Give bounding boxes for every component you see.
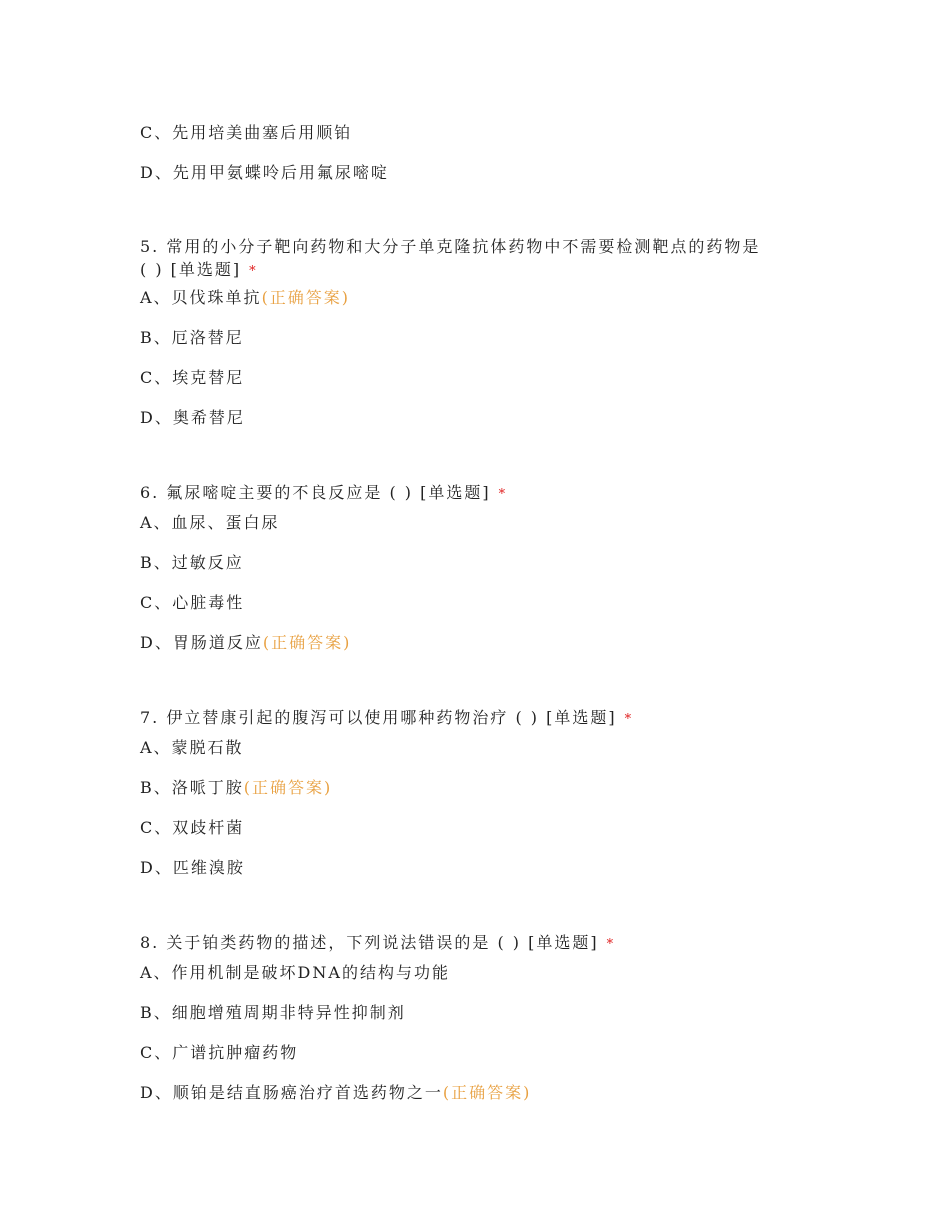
- question-7-option-b: [140, 777, 332, 799]
- option-text: D、奥希替尼: [140, 408, 245, 427]
- question-text: 6. 氟尿嘧啶主要的不良反应是 ( ) [单选题]: [140, 483, 491, 502]
- question-6-option-a: [140, 512, 280, 534]
- option-text: C、广谱抗肿瘤药物: [140, 1043, 299, 1062]
- question-6-option-c: [140, 592, 244, 614]
- option-text: B、过敏反应: [140, 553, 244, 572]
- option-text: A、贝伐珠单抗: [140, 288, 262, 307]
- correct-answer-label: (正确答案): [442, 1083, 532, 1102]
- option-text: A、血尿、蛋白尿: [140, 513, 280, 532]
- option-c: [140, 122, 352, 144]
- correct-answer-label: (正确答案): [243, 778, 333, 797]
- question-5-option-b: [140, 327, 244, 349]
- option-text: B、细胞增殖周期非特异性抑制剂: [140, 1003, 406, 1022]
- correct-answer-label: (正确答案): [261, 288, 351, 307]
- question-5-option-c: [140, 367, 244, 389]
- question-8-option-a: [140, 962, 450, 984]
- option-text: D、匹维溴胺: [140, 858, 245, 877]
- option-text: D、顺铂是结直肠癌治疗首选药物之一: [140, 1083, 443, 1102]
- required-mark: *: [249, 264, 258, 279]
- option-text: C、双歧杆菌: [140, 818, 245, 837]
- correct-answer-label: (正确答案): [262, 633, 352, 652]
- question-5-text-continued: [140, 259, 258, 283]
- option-text: A、蒙脱石散: [140, 738, 244, 757]
- option-text: D、胃肠道反应: [140, 633, 263, 652]
- question-7-option-d: [140, 857, 245, 879]
- question-7-option-c: [140, 817, 244, 839]
- required-mark: *: [498, 487, 508, 502]
- question-text: 8. 关于铂类药物的描述，下列说法错误的是 ( ) [单选题]: [140, 933, 599, 952]
- question-8-option-c: [140, 1042, 298, 1064]
- question-6-option-b: [140, 552, 244, 574]
- question-text: ( ) [单选题]: [140, 260, 242, 279]
- option-text: B、洛哌丁胺: [140, 778, 244, 797]
- question-5-text: [140, 236, 760, 258]
- option-text: C、埃克替尼: [140, 368, 245, 387]
- option-text: C、心脏毒性: [140, 593, 245, 612]
- required-mark: *: [624, 712, 634, 727]
- question-8-option-d: [140, 1082, 531, 1104]
- option-text: B、厄洛替尼: [140, 328, 244, 347]
- question-5-option-d: [140, 407, 245, 429]
- required-mark: *: [606, 937, 616, 952]
- option-d: [140, 162, 389, 184]
- question-7-option-a: [140, 737, 244, 759]
- question-6-text: [140, 482, 507, 506]
- option-text: A、作用机制是破坏DNA的结构与功能: [140, 963, 450, 982]
- question-text: 7. 伊立替康引起的腹泻可以使用哪种药物治疗 ( ) [单选题]: [140, 708, 617, 727]
- question-7-text: [140, 707, 633, 731]
- question-text: 5. 常用的小分子靶向药物和大分子单克隆抗体药物中不需要检测靶点的药物是: [140, 237, 761, 256]
- question-8-text: [140, 932, 615, 956]
- question-5-option-a: [140, 287, 350, 309]
- question-8-option-b: [140, 1002, 406, 1024]
- option-text: D、先用甲氨蝶呤后用氟尿嘧啶: [140, 163, 389, 182]
- question-6-option-d: [140, 632, 351, 654]
- option-text: C、先用培美曲塞后用顺铂: [140, 123, 353, 142]
